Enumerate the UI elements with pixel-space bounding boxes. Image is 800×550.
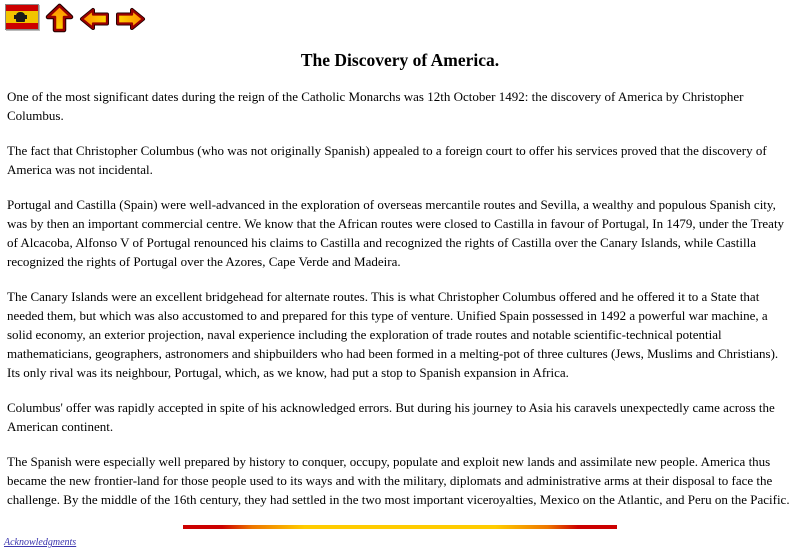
paragraph-5: Columbus' offer was rapidly accepted in spite of his acknowledged errors. But during his journey to Asia his caravels unexpectedly came across the American continent. [7,400,775,434]
paragraph-1: One of the most significant dates during the reign of the Catholic Monarchs was 12th October 1492: the discovery of America by Christopher Columbus. [7,89,744,123]
flag-emblem [16,12,25,22]
article-body [0,87,800,509]
spanish-version-link[interactable] [5,4,39,30]
previous-page-link[interactable] [80,8,109,30]
paragraph-2: The fact that Christopher Columbus (who was not originally Spanish) appealed to a foreign court to offer his services proved that the discovery of America was not incidental. [7,143,767,177]
paragraph-3: Portugal and Castilla (Spain) were well-advanced in the exploration of overseas mercantile routes and Sevilla, a wealthy and populous Spanish city, was by then an important commercial centre. We know that the African routes were closed to Castilla in favour of Portugal, In 1479, under the Treaty of Alcacoba, Alfonso V of Portugal renounced his claims to Castilla and recognized the rights of Castilla over the Canary Islands, while Castilla recognized the rights of Portugal over the Azores, Cape Verde and Madeira. [7,197,785,269]
acknowledgments-link[interactable]: Acknowledgments [4,537,77,548]
paragraph-6: The Spanish were especially well prepared by history to conquer, occupy, populate and exploit new lands and assimilate new people. America thus became the new frontier-land for those people used to its ways and with the military, diplomats and administrative arms at their disposal to face the challenge. By the middle of the 16th century, they had settled in the two most important viceroyalties, Mexico on the Atlantic, and Peru on the Pacific. [7,454,790,507]
page-title: The Discovery of America. [300,50,500,70]
next-page-link[interactable] [116,8,145,30]
paragraph-4: The Canary Islands were an excellent bridgehead for alternate routes. This is what Christopher Columbus offered and he offered it to a State that needed them, but which was also accustomed to and prepared for this type of venture. Unified Spain possessed in 1492 a powerful war machine, a solid economy, an exterior projection, naval experience including the exploration of trade routes and notable scientific-technical potential mathematicians, geographers, astronomers and shipbuilders who had been formed in a melting-pot of three cultures (Jews, Muslims and Christians). Its only rival was its neighbour, Portugal, which, as we know, had put a stop to Spanish expansion in Africa. [7,289,779,380]
gradient-divider [183,525,617,529]
right-arrow-icon [116,8,145,30]
up-navigation-link[interactable] [46,4,73,32]
left-arrow-icon [80,8,109,30]
up-arrow-icon [46,4,73,32]
nav-bar [0,0,800,36]
spanish-flag-icon [5,4,39,30]
footer [0,532,800,550]
